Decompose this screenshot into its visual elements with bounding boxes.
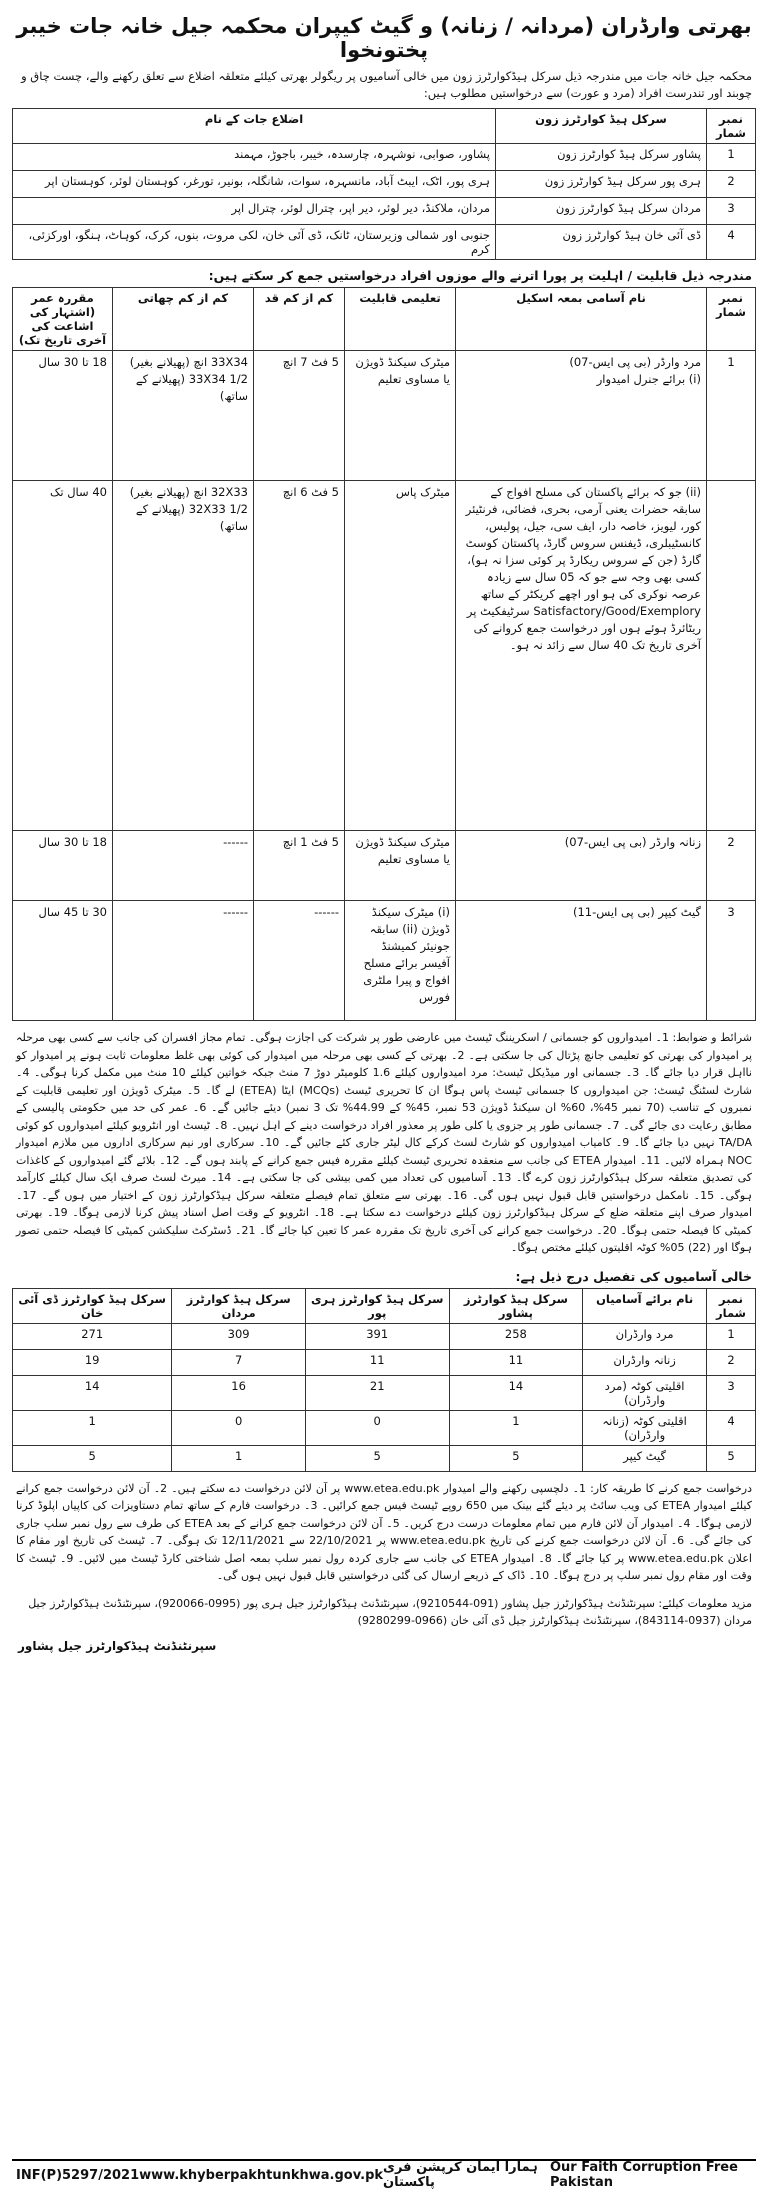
zone-name: مردان سرکل ہیڈ کوارٹرز زون xyxy=(496,198,707,225)
vac-dikhan: 1 xyxy=(13,1410,172,1445)
post-age: 18 تا 30 سال xyxy=(13,831,113,901)
post-height: 5 فٹ 1 انچ xyxy=(254,831,345,901)
vac-name: گیٹ کیپر xyxy=(583,1445,707,1471)
post-chest: ------ xyxy=(113,901,254,1021)
zones-header-no: نمبر شمار xyxy=(707,109,756,144)
table-row xyxy=(13,1445,756,1471)
vac-name: اقلیتی کوٹہ (زنانہ وارڈران) xyxy=(583,1410,707,1445)
vac-mardan: 0 xyxy=(172,1410,306,1445)
vac-header-mardan: سرکل ہیڈ کوارٹرز مردان xyxy=(172,1288,306,1323)
post-no: 1 xyxy=(707,351,756,481)
post-age: 30 تا 45 سال xyxy=(13,901,113,1021)
vac-no: 5 xyxy=(707,1445,756,1471)
ad-title: بھرتی وارڈران (مردانہ / زنانہ) و گیٹ کیپران محکمہ جیل خانہ جات خیبر پختونخوا xyxy=(16,14,752,62)
post-height: 5 فٹ 7 انچ xyxy=(254,351,345,481)
vac-dikhan: 5 xyxy=(13,1445,172,1471)
post-name: زنانہ وارڈر (بی پی ایس-07) xyxy=(456,831,707,901)
vac-peshawar: 1 xyxy=(449,1410,583,1445)
table-row xyxy=(13,171,756,198)
posts-section-title: مندرجہ ذیل قابلیت / اہلیت پر پورا اترنے والے موزوں افراد درخواستیں جمع کر سکتے ہیں: xyxy=(208,268,752,283)
vac-haripur: 391 xyxy=(305,1323,449,1349)
table-row xyxy=(13,1349,756,1375)
vac-peshawar: 258 xyxy=(449,1323,583,1349)
signoff: سپرنٹنڈنٹ ہیڈکوارٹرز جیل پشاور xyxy=(18,1638,217,1653)
vac-haripur: 21 xyxy=(305,1375,449,1410)
table-row xyxy=(13,198,756,225)
zone-no: 4 xyxy=(707,225,756,260)
vac-dikhan: 19 xyxy=(13,1349,172,1375)
footer-slogan-urdu: ہمارا ایمان کرپشن فری پاکستان xyxy=(383,2160,538,2190)
vac-no: 4 xyxy=(707,1410,756,1445)
ad-intro: محکمہ جیل خانہ جات میں مندرجہ ذیل سرکل ہیڈکوارٹرز زون میں خالی آسامیوں پر ریگولر بھرتی کیلئے متعلقہ اضلاع سے تعلق رکھنے والے، چست چاق و چوبند اور تندرست افراد (مرد و عورت) سے درخواستیں مطلوب ہیں: xyxy=(21,69,752,100)
post-no: 2 xyxy=(707,831,756,901)
post-name: گیٹ کیپر (بی پی ایس-11) xyxy=(456,901,707,1021)
post-height: ------ xyxy=(254,901,345,1021)
footer-slogan-english: Our Faith Corruption Free Pakistan xyxy=(549,2160,738,2190)
vac-name: مرد وارڈران xyxy=(583,1323,707,1349)
zone-name: پشاور سرکل ہیڈ کوارٹرز زون xyxy=(496,144,707,171)
table-row xyxy=(13,1410,756,1445)
zones-header-zone: سرکل ہیڈ کوارٹرز زون xyxy=(496,109,707,144)
zone-no: 2 xyxy=(707,171,756,198)
vac-haripur: 0 xyxy=(305,1410,449,1445)
vac-peshawar: 5 xyxy=(449,1445,583,1471)
zone-name: ڈی آئی خان ہیڈ کوارٹرز زون xyxy=(496,225,707,260)
vacancies-table xyxy=(12,1288,756,1472)
post-education: میٹرک سیکنڈ ڈویژن یا مساوی تعلیم xyxy=(345,351,456,481)
posts-header-edu: تعلیمی قابلیت xyxy=(345,288,456,351)
zone-districts: جنوبی اور شمالی وزیرستان، ٹانک، ڈی آئی خان، لکی مروت، بنوں، کرک، کوہاٹ، ہنگو، اورکزئی، کرم xyxy=(13,225,496,260)
vac-header-no: نمبر شمار xyxy=(707,1288,756,1323)
table-row xyxy=(13,901,756,1021)
post-no xyxy=(707,481,756,831)
post-education: میٹرک سیکنڈ ڈویژن یا مساوی تعلیم xyxy=(345,831,456,901)
post-education: (i) میٹرک سیکنڈ ڈویژن (ii) سابقہ جونیئر کمیشنڈ آفیسر برائے مسلح افواج و پیرا ملٹری فورس xyxy=(345,901,456,1021)
zone-no: 1 xyxy=(707,144,756,171)
zone-no: 3 xyxy=(707,198,756,225)
vac-mardan: 7 xyxy=(172,1349,306,1375)
footer-website[interactable]: www.khyberpakhtunkhwa.gov.pk xyxy=(139,2167,384,2183)
zone-districts: مردان، ملاکنڈ، دیر لوئر، دیر اپر، چترال لوئر، چترال اپر xyxy=(13,198,496,225)
zones-table xyxy=(12,108,756,260)
post-education: میٹرک پاس xyxy=(345,481,456,831)
vac-dikhan: 271 xyxy=(13,1323,172,1349)
vac-no: 1 xyxy=(707,1323,756,1349)
vac-header-peshawar: سرکل ہیڈ کوارٹرز پشاور xyxy=(449,1288,583,1323)
contact-numbers: مزید معلومات کیلئے: سپرنٹنڈنٹ ہیڈکوارٹرز جیل پشاور (091-9210544)، سپرنٹنڈنٹ ہیڈکوارٹرز جیل ہری پور (0995-920066)، سپرنٹنڈنٹ ہیڈکوارٹرز جیل مردان (0937-843114)، سپرنٹنڈنٹ ہیڈکوارٹرز جیل ڈی آئی خان (0966-9280299) xyxy=(28,1596,752,1627)
post-chest: 32X33 انچ (پھیلانے بغیر) 32X33 1/2 (پھیلانے کے ساتھ) xyxy=(113,481,254,831)
zone-name: ہری پور سرکل ہیڈ کوارٹرز زون xyxy=(496,171,707,198)
terms-and-conditions: شرائط و ضوابط: 1۔ امیدواروں کو جسمانی / اسکریننگ ٹیسٹ میں عارضی طور پر شرکت کی اجازت ہوگی۔ تمام مجاز افسران کی جانب سے کسی بھی مرحلہ پر امیدوار کی بھرتی کو تعلیمی جانچ پڑتال کی جا سکتی ہے۔ 2۔ بھرتی کے کسی بھی مرحلہ میں امیدوار کی کوئی بھی غلط معلومات ثابت ہونے پر امیدوار کو نااہل قرار دیا جائے گا۔ 3۔ جسمانی اور میڈیکل ٹیسٹ: مرد امیدواروں کیلئے 1.6 کلومیٹر دوڑ 7 منٹ جبکہ خواتین کیلئے 10 منٹ میں مکمل کرنا ہوگی۔ 4۔ شارٹ لسٹنگ ٹیسٹ: جن امیدواروں کا جسمانی ٹیسٹ پاس ہوگا ان کا تحریری ٹیسٹ (MCQs) ایٹا (ETEA) لے گا۔ 5۔ میٹرک ڈویژن اور تعلیمی قابلیت کے نمبروں کے تناسب (70 نمبر 45%، 60% ان سیکنڈ ڈویژن 53 نمبر، 45% کے 44.99% تک 3 نمبر) دیئے جائیں گے۔ 6۔ عمر کی حد میں حکومتی پالیسی کے مطابق رعایت دی جائے گی۔ 7۔ جسمانی طور پر جزوی یا کلی طور پر معذور افراد درخواست دینے کے اہل نہیں۔ 8۔ ٹیسٹ اور انٹرویو کیلئے امیدواروں کو کوئی TA/DA نہیں دیا جائے گا۔ 9۔ کامیاب امیدواروں کو شارٹ لسٹ کرکے کال لیٹر جاری کئے جائیں گے۔ 10۔ سرکاری اور نیم سرکاری اداروں میں ملازم امیدوار NOC ہمراہ لائیں۔ 11۔ امیدوار ETEA کی جانب سے منعقدہ تحریری ٹیسٹ کیلئے مقررہ فیس جمع کرانے کے پابند ہوں گے۔ 12۔ بلائے گئے امیدواروں کے کاغذات کی تصدیق متعلقہ سرکل ہیڈکوارٹرز زون کرے گا۔ 13۔ آسامیوں کی تعداد میں کمی بیشی کی جا سکتی ہے۔ 14۔ میرٹ لسٹ صرف ایک سال کیلئے کارآمد ہوگی۔ 15۔ نامکمل درخواستیں قابل قبول نہیں ہوں گی۔ 16۔ بھرتی سے متعلق تمام فیصلے متعلقہ سرکل ہیڈکوارٹرز زون کے اختیار میں ہوں گے۔ 17۔ امیدوار صرف اپنے متعلقہ ضلع کے سرکل ہیڈکوارٹرز زون کیلئے درخواست دے سکتا ہے۔ 18۔ انٹرویو کے وقت اصل اسناد پیش کرنا لازمی ہوگا۔ 19۔ بھرتی کمیٹی کا فیصلہ حتمی ہوگا۔ 20۔ درخواست جمع کرانے کی آخری تاریخ تک مقررہ عمر کا تعین کیا جائے گا۔ 21۔ ڈسٹرکٹ سلیکشن کمیٹی کا فیصلہ حتمی تصور ہوگا اور (22) 05% کوٹہ اقلیتوں کیلئے مختص ہوگا۔ xyxy=(16,1031,753,1254)
vac-dikhan: 14 xyxy=(13,1375,172,1410)
post-name: (ii) جو کہ برائے پاکستان کی مسلح افواج کے سابقہ حضرات یعنی آرمی، بحری، فضائی، فرنٹیئر کور، لیویز، خاصہ دار، ایف سی، جیل، پولیس، کانسٹیبلری، ڈیفنس سروس گارڈ، پاکستان کوسٹ گارڈ (جن کے سروس ریکارڈ پر کوئی سزا نہ ہو)، کسی بھی وجہ سے جو کہ 05 سال سے زیادہ عرصہ نوکری کی ہو اور اچھے کریکٹر کے ساتھ Satisfactory/Good/Exemplory سرٹیفکیٹ پر ریٹائرڈ ہوئے ہوں اور درخواست جمع کروانے کی آخری تاریخ تک 40 سال سے زائد نہ ہو۔ xyxy=(456,481,707,831)
posts-header-age: مقررہ عمر (اشتہار کی اشاعت کی آخری تاریخ تک) xyxy=(13,288,113,351)
post-age: 18 تا 30 سال xyxy=(13,351,113,481)
table-row xyxy=(13,351,756,481)
table-row xyxy=(13,1323,756,1349)
posts-header-row xyxy=(13,288,756,351)
application-procedure: درخواست جمع کرنے کا طریقہ کار: 1۔ دلچسپی رکھنے والے امیدوار www.etea.edu.pk پر آن لائن درخواست دے سکتے ہیں۔ 2۔ آن لائن درخواست جمع کرانے کیلئے امیدوار ETEA کی ویب سائٹ پر دیئے گئے بینک میں 650 روپے ٹیسٹ فیس جمع کرائیں۔ 3۔ درخواست فارم کے ساتھ تمام دستاویزات کی کاپیاں اپلوڈ کرنا لازمی ہوگا۔ 4۔ امیدوار آن لائن فارم میں تمام معلومات درست درج کریں۔ 5۔ آن لائن درخواست جمع کرانے کے بعد ETEA کی طرف سے رول نمبر سلپ جاری کی جائے گی۔ 6۔ آن لائن درخواست جمع کرنے کی تاریخ www.etea.edu.pk پر 22/10/2021 سے 12/11/2021 تک ہوگی۔ 7۔ ٹیسٹ کی تاریخ اور مقام کا اعلان www.etea.edu.pk پر کیا جائے گا۔ 8۔ امیدوار ETEA کی جانب سے جاری کردہ رول نمبر سلپ بمعہ اصل شناختی کارڈ ٹیسٹ میں لائیں۔ 9۔ ٹیسٹ کا وقت اور مقام رول نمبر سلپ پر درج ہوگا۔ 10۔ ڈاک کے ذریعے ارسال کی گئی درخواستیں قابل قبول نہیں ہوں گی۔ xyxy=(16,1481,753,1582)
vac-peshawar: 14 xyxy=(449,1375,583,1410)
table-row xyxy=(13,225,756,260)
zones-header-row xyxy=(13,109,756,144)
post-no: 3 xyxy=(707,901,756,1021)
zones-header-districts: اضلاع جات کے نام xyxy=(13,109,496,144)
vac-peshawar: 11 xyxy=(449,1349,583,1375)
inf-code: INF(P)5297/2021 xyxy=(16,2167,140,2183)
vac-header-dikhan: سرکل ہیڈ کوارٹرز ڈی آئی خان xyxy=(13,1288,172,1323)
zone-districts: ہری پور، اٹک، ایبٹ آباد، مانسہرہ، سوات، شانگلہ، بونیر، تورغر، کوہستان لوئر، کوہستان اپر xyxy=(13,171,496,198)
post-name: مرد وارڈر (بی پی ایس-07) (i) برائے جنرل امیدوار xyxy=(456,351,707,481)
vac-mardan: 1 xyxy=(172,1445,306,1471)
vac-mardan: 309 xyxy=(172,1323,306,1349)
posts-header-chest: کم از کم چھاتی xyxy=(113,288,254,351)
table-row xyxy=(13,1375,756,1410)
table-row xyxy=(13,481,756,831)
vac-no: 2 xyxy=(707,1349,756,1375)
post-age: 40 سال تک xyxy=(13,481,113,831)
zone-districts: پشاور، صوابی، نوشہرہ، چارسدہ، خیبر، باجوڑ، مہمند xyxy=(13,144,496,171)
table-row xyxy=(13,144,756,171)
vacancies-header-row xyxy=(13,1288,756,1323)
vac-haripur: 5 xyxy=(305,1445,449,1471)
posts-header-no: نمبر شمار xyxy=(707,288,756,351)
vac-header-name: نام برائے آسامیاں xyxy=(583,1288,707,1323)
table-row xyxy=(13,831,756,901)
post-chest: 33X34 انچ (پھیلانے بغیر) 33X34 1/2 (پھیلانے کے ساتھ) xyxy=(113,351,254,481)
vacancies-section-title: خالی آسامیوں کی تفصیل درج ذیل ہے: xyxy=(515,1268,752,1284)
vac-name: اقلیتی کوٹہ (مرد وارڈران) xyxy=(583,1375,707,1410)
posts-table xyxy=(12,287,756,1021)
vac-header-haripur: سرکل ہیڈ کوارٹرز ہری پور xyxy=(305,1288,449,1323)
posts-header-height: کم از کم قد xyxy=(254,288,345,351)
posts-header-post: نام آسامی بمعہ اسکیل xyxy=(456,288,707,351)
vac-haripur: 11 xyxy=(305,1349,449,1375)
post-chest: ------ xyxy=(113,831,254,901)
footer xyxy=(12,2159,756,2189)
vac-name: زنانہ وارڈران xyxy=(583,1349,707,1375)
vac-mardan: 16 xyxy=(172,1375,306,1410)
post-height: 5 فٹ 6 انچ xyxy=(254,481,345,831)
vac-no: 3 xyxy=(707,1375,756,1410)
advertisement xyxy=(12,0,756,2190)
